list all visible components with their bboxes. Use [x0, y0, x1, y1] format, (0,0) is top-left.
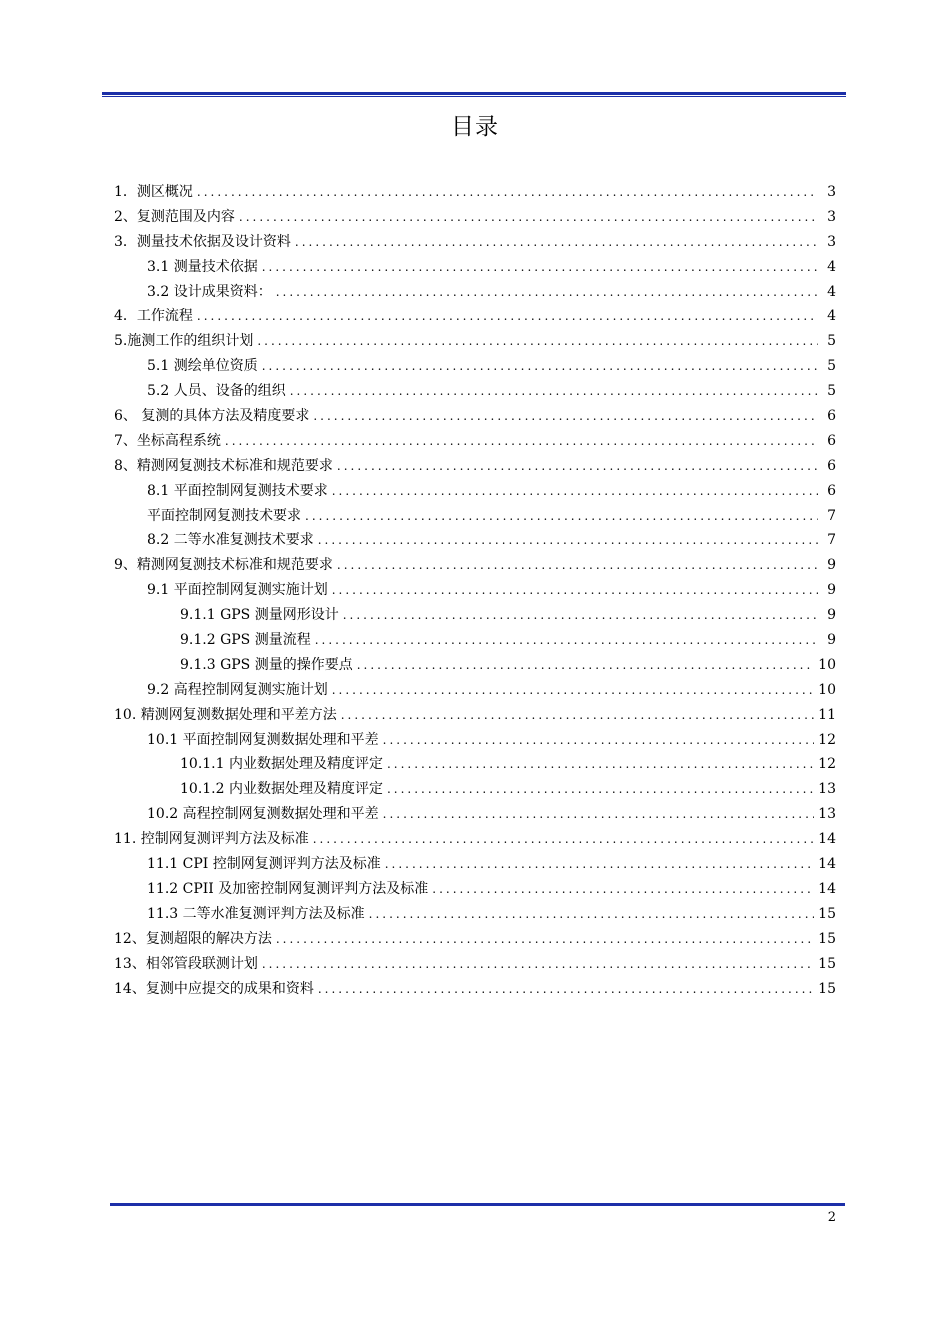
toc-entry[interactable] — [114, 280, 836, 305]
toc-entry[interactable] — [114, 703, 836, 728]
toc-leader-dots — [318, 977, 814, 1002]
toc-entry-label: 4．工作流程 — [114, 308, 193, 325]
toc-entry-label: 14、复测中应提交的成果和资料 — [114, 980, 314, 997]
toc-entry-page: 9 — [827, 607, 836, 624]
toc-entry-page: 4 — [827, 283, 836, 300]
toc-leader-dots — [387, 752, 814, 777]
toc-entry[interactable] — [114, 827, 836, 852]
toc-entry[interactable] — [114, 379, 836, 404]
toc-entry-page: 10 — [818, 656, 836, 673]
toc-leader-dots — [290, 379, 818, 404]
toc-entry-label: 9、精测网复测技术标准和规范要求 — [114, 557, 333, 574]
toc-entry-page: 14 — [818, 831, 836, 848]
toc-entry-page: 15 — [818, 955, 836, 972]
toc-entry[interactable] — [114, 752, 836, 777]
toc-entry-label: 10.2 高程控制网复测数据处理和平差 — [147, 806, 379, 823]
toc-entry-label: 8.2 二等水准复测技术要求 — [147, 532, 314, 549]
toc-entry-page: 15 — [818, 980, 836, 997]
toc-entry[interactable] — [114, 205, 836, 230]
toc-leader-dots — [262, 952, 814, 977]
toc-entry-page: 7 — [827, 532, 836, 549]
toc-entry-page: 15 — [818, 930, 836, 947]
toc-entry-label: 11.1 CPI 控制网复测评判方法及标准 — [147, 856, 381, 873]
toc-entry-label: 10.1.2 内业数据处理及精度评定 — [180, 781, 383, 798]
toc-entry-label: 2、复测范围及内容 — [114, 208, 235, 225]
toc-entry-page: 5 — [827, 383, 836, 400]
toc-entry[interactable] — [114, 255, 836, 280]
toc-leader-dots — [432, 877, 814, 902]
toc-leader-dots — [276, 927, 814, 952]
toc-leader-dots — [305, 504, 818, 529]
table-of-contents — [114, 180, 836, 1001]
toc-entry-page: 3 — [827, 208, 836, 225]
toc-entry-label: 9.1.1 GPS 测量网形设计 — [180, 607, 339, 624]
toc-entry[interactable] — [114, 728, 836, 753]
toc-entry[interactable] — [114, 877, 836, 902]
toc-entry-label: 3.1 测量技术依据 — [147, 258, 258, 275]
toc-entry-label: 9.1 平面控制网复测实施计划 — [147, 582, 328, 599]
header-rule-thin — [102, 96, 846, 97]
toc-entry-page: 15 — [818, 905, 836, 922]
toc-leader-dots — [318, 528, 818, 553]
toc-entry-page: 4 — [827, 258, 836, 275]
toc-entry-label: 12、复测超限的解决方法 — [114, 930, 272, 947]
toc-entry-page: 12 — [818, 756, 836, 773]
toc-leader-dots — [387, 777, 814, 802]
toc-entry[interactable] — [114, 603, 836, 628]
toc-entry[interactable] — [114, 429, 836, 454]
toc-entry[interactable] — [114, 628, 836, 653]
toc-entry-page: 12 — [818, 731, 836, 748]
toc-leader-dots — [262, 354, 818, 379]
toc-entry-page: 5 — [827, 333, 836, 350]
toc-entry-label: 7、坐标高程系统 — [114, 432, 221, 449]
toc-leader-dots — [357, 653, 814, 678]
toc-entry-page: 9 — [827, 557, 836, 574]
toc-entry-label: 1．测区概况 — [114, 184, 193, 200]
toc-entry[interactable] — [114, 977, 836, 1002]
toc-entry[interactable] — [114, 578, 836, 603]
toc-entry[interactable] — [114, 927, 836, 952]
toc-entry-page: 14 — [818, 880, 836, 897]
toc-entry-label: 3.2 设计成果资料： — [147, 283, 272, 300]
toc-leader-dots — [276, 280, 818, 305]
toc-entry-label: 10.1.1 内业数据处理及精度评定 — [180, 756, 383, 773]
toc-leader-dots — [225, 429, 818, 454]
toc-entry[interactable] — [114, 553, 836, 578]
toc-leader-dots — [341, 703, 814, 728]
toc-leader-dots — [197, 180, 818, 205]
toc-entry[interactable] — [114, 952, 836, 977]
toc-entry[interactable] — [114, 180, 836, 205]
toc-leader-dots — [337, 454, 818, 479]
toc-leader-dots — [332, 479, 818, 504]
toc-entry-label: 8、精测网复测技术标准和规范要求 — [114, 457, 333, 474]
toc-entry-label: 平面控制网复测技术要求 — [147, 507, 301, 524]
toc-entry-page: 6 — [827, 432, 836, 449]
toc-entry-page: 9 — [827, 582, 836, 599]
toc-leader-dots — [369, 902, 815, 927]
toc-entry[interactable] — [114, 777, 836, 802]
toc-entry-label: 9.1.3 GPS 测量的操作要点 — [180, 656, 353, 673]
toc-entry[interactable] — [114, 852, 836, 877]
toc-entry-label: 5.2 人员、设备的组织 — [147, 383, 286, 400]
toc-entry[interactable] — [114, 653, 836, 678]
page-title: 目录 — [451, 114, 499, 140]
toc-entry[interactable] — [114, 354, 836, 379]
toc-entry-page: 7 — [827, 507, 836, 524]
toc-entry-label: 6、 复测的具体方法及精度要求 — [114, 408, 310, 425]
toc-entry[interactable] — [114, 504, 836, 529]
toc-leader-dots — [385, 852, 814, 877]
toc-entry-label: 13、相邻管段联测计划 — [114, 955, 258, 972]
toc-entry-page: 3 — [827, 233, 836, 250]
toc-leader-dots — [337, 553, 818, 578]
toc-entry-label: 11.2 CPII 及加密控制网复测评判方法及标准 — [147, 880, 429, 897]
toc-entry-label: 10. 精测网复测数据处理和平差方法 — [114, 706, 337, 723]
toc-entry-label: 10.1 平面控制网复测数据处理和平差 — [147, 731, 379, 748]
toc-entry-label: 11. 控制网复测评判方法及标准 — [114, 831, 309, 848]
toc-entry[interactable] — [114, 329, 836, 354]
toc-entry-page: 6 — [827, 482, 836, 499]
toc-leader-dots — [313, 404, 818, 429]
toc-entry-page: 3 — [827, 184, 836, 200]
toc-entry[interactable] — [114, 528, 836, 553]
toc-entry-page: 13 — [818, 806, 836, 823]
toc-entry-page: 6 — [827, 408, 836, 425]
toc-leader-dots — [315, 628, 818, 653]
toc-entry-page: 14 — [818, 856, 836, 873]
page-number: 2 — [827, 1210, 836, 1225]
toc-leader-dots — [343, 603, 818, 628]
toc-entry-page: 6 — [827, 457, 836, 474]
toc-leader-dots — [313, 827, 814, 852]
toc-entry-page: 5 — [827, 358, 836, 375]
toc-entry-label: 9.1.2 GPS 测量流程 — [180, 632, 311, 649]
toc-leader-dots — [262, 255, 818, 280]
toc-leader-dots — [383, 728, 815, 753]
toc-entry[interactable] — [114, 802, 836, 827]
toc-entry[interactable] — [114, 454, 836, 479]
footer-rule — [110, 1203, 845, 1206]
toc-entry-page: 13 — [818, 781, 836, 798]
toc-entry-label: 11.3 二等水准复测评判方法及标准 — [147, 905, 365, 922]
toc-entry[interactable] — [114, 230, 836, 255]
toc-entry[interactable] — [114, 404, 836, 429]
toc-entry-page: 10 — [818, 681, 836, 698]
toc-entry[interactable] — [114, 479, 836, 504]
toc-leader-dots — [257, 329, 818, 354]
toc-entry-label: 9.2 高程控制网复测实施计划 — [147, 681, 328, 698]
toc-leader-dots — [383, 802, 815, 827]
toc-entry-page: 11 — [818, 706, 836, 723]
toc-entry[interactable] — [114, 902, 836, 927]
toc-leader-dots — [295, 230, 818, 255]
toc-entry-page: 4 — [827, 308, 836, 325]
toc-entry-label: 5.施测工作的组织计划 — [114, 333, 254, 350]
header-rule — [102, 92, 846, 95]
toc-leader-dots — [197, 304, 818, 329]
toc-entry-label: 3．测量技术依据及设计资料 — [114, 233, 291, 250]
toc-leader-dots — [239, 205, 818, 230]
toc-entry-label: 8.1 平面控制网复测技术要求 — [147, 482, 328, 499]
toc-entry[interactable] — [114, 678, 836, 703]
toc-leader-dots — [332, 678, 814, 703]
toc-entry-page: 9 — [827, 632, 836, 649]
toc-entry-label: 5.1 测绘单位资质 — [147, 358, 258, 375]
toc-leader-dots — [332, 578, 818, 603]
toc-entry[interactable] — [114, 304, 836, 329]
